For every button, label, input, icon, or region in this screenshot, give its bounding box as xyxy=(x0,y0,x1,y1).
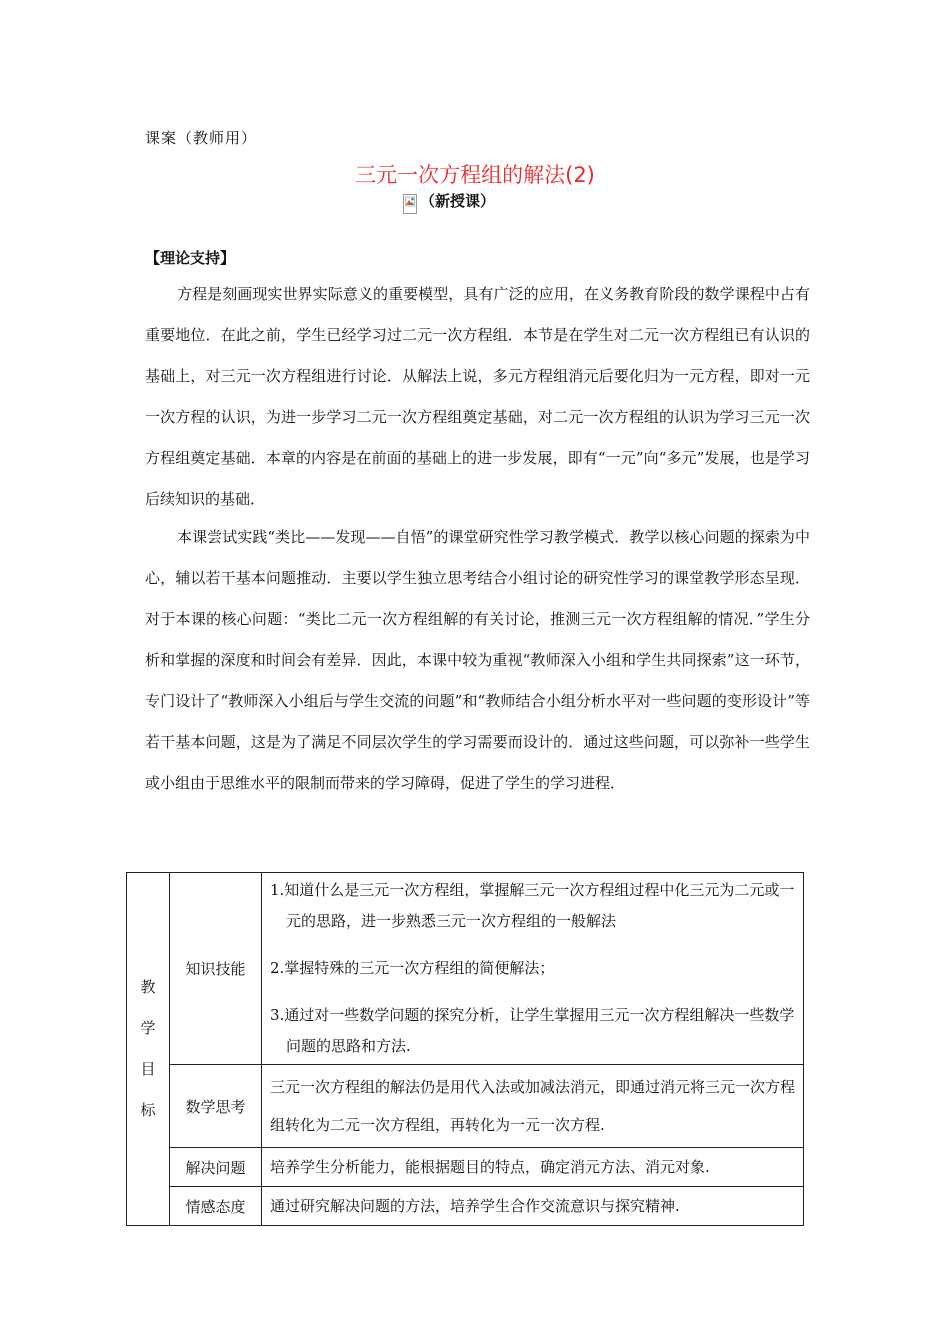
math-thinking-label: 数学思考 xyxy=(170,1065,262,1148)
lesson-type: （新授课） xyxy=(420,192,496,210)
goal-item: 2.掌握特殊的三元一次方程组的简便解法； xyxy=(270,959,555,977)
math-thinking-text: 三元一次方程组的解法仍是用代入法或加减法消元，即通过消元将三元一次方程组转化为二元一次方程组，再转化为一元一次方程. xyxy=(270,1078,796,1134)
goal-item: 1.知道什么是三元一次方程组，掌握解三元一次方程组过程中化三元为二元或一元的思路，进一步熟悉三元一次方程组的一般解法 xyxy=(270,881,795,930)
row-header-char: 目 xyxy=(140,1060,156,1078)
theory-paragraph-1: 方程是刻画现实世界实际意义的重要模型，具有广泛的应用，在义务教育阶段的数学课程中占有重要地位．在此之前，学生已经学习过二元一次方程组．本节是在学生对二元一次方程组已有认识的基础上，对三元一次方程组进行讨论．从解法上说，多元方程组消元后要化归为一元方程，即对一元一次方程的认识，为进一步学习二元一次方程组奠定基础，对二元一次方程组的认识为学习三元一次方程组奠定基础．本章的内容是在前面的基础上的进一步发展，即有“一元”向“多元”发展，也是学习后续知识的基础． xyxy=(145,285,810,508)
attitude-label: 情感态度 xyxy=(170,1187,262,1226)
attitude-text: 通过研究解决问题的方法，培养学生合作交流意识与探究精神. xyxy=(270,1197,680,1215)
doc-label: 课案（教师用） xyxy=(145,129,258,147)
goals-row-header xyxy=(127,873,170,1226)
attitude-content xyxy=(262,1187,804,1226)
knowledge-label: 知识技能 xyxy=(170,873,262,1065)
row-header-char: 标 xyxy=(140,1101,156,1119)
problem-solving-label: 解决问题 xyxy=(170,1148,262,1187)
row-header-char: 学 xyxy=(140,1019,156,1037)
goal-item: 3.通过对一些数学问题的探究分析，让学生掌握用三元一次方程组解决一些数学问题的思路和方法. xyxy=(270,1006,795,1055)
math-thinking-content xyxy=(262,1065,804,1148)
teaching-goals-table xyxy=(126,872,804,1226)
broken-image-icon xyxy=(403,194,417,214)
row-header-char: 教 xyxy=(140,978,156,996)
page-title: 三元一次方程组的解法(2) xyxy=(355,163,595,187)
section-heading: 【理论支持】 xyxy=(145,249,236,267)
knowledge-content xyxy=(262,873,804,1065)
problem-solving-text: 培养学生分析能力，能根据题目的特点，确定消元方法、消元对象. xyxy=(270,1158,710,1176)
theory-paragraph-2: 本课尝试实践“类比——发现——自悟”的课堂研究性学习教学模式．教学以核心问题的探索为中心，辅以若干基本问题推动．主要以学生独立思考结合小组讨论的研究性学习的课堂教学形态呈现．对于本课的核心问题：“类比二元一次方程组解的有关讨论，推测三元一次方程组解的情况．”学生分析和掌握的深度和时间会有差异．因此，本课中较为重视“教师深入小组和学生共同探索”这一环节，专门设计了“教师深入小组后与学生交流的问题”和“教师结合小组分析水平对一些问题的变形设计”等若干基本问题，这是为了满足不同层次学生的学习需要而设计的．通过这些问题，可以弥补一些学生或小组由于思维水平的限制而带来的学习障碍，促进了学生的学习进程． xyxy=(145,528,810,792)
problem-solving-content xyxy=(262,1148,804,1187)
